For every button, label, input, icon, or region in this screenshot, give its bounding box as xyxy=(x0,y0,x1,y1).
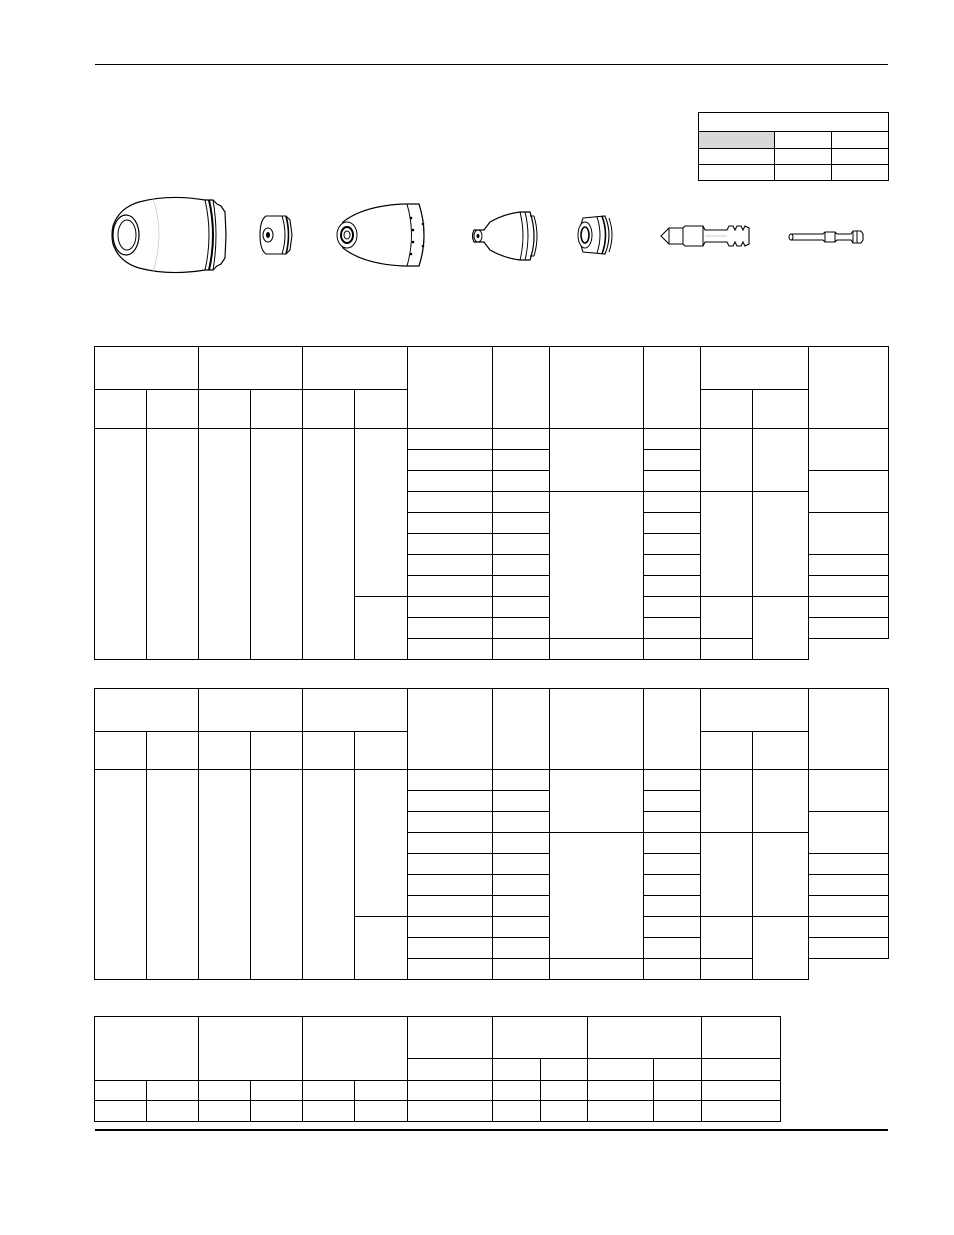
table-cell xyxy=(540,1059,587,1081)
table-cell xyxy=(408,347,493,429)
table-cell xyxy=(832,149,889,165)
table-cell xyxy=(775,132,832,149)
table-cell xyxy=(147,1101,199,1122)
table-cell xyxy=(644,938,701,959)
table-cell xyxy=(701,1017,780,1059)
table-cell xyxy=(408,1101,493,1122)
table-cell xyxy=(303,689,408,732)
table-cell xyxy=(701,597,753,639)
table-cell xyxy=(493,597,550,618)
table-cell xyxy=(408,450,493,471)
legend-shaded-cell xyxy=(699,132,775,149)
table-cell xyxy=(355,732,408,770)
retaining-cap-icon xyxy=(333,200,433,270)
table-cell xyxy=(540,1101,587,1122)
table-cell xyxy=(303,770,355,980)
table-cell xyxy=(701,347,809,390)
table-cell xyxy=(809,347,889,429)
table-cell xyxy=(408,896,493,917)
table-cell xyxy=(408,492,493,513)
table-cell xyxy=(493,1081,540,1101)
header-rule xyxy=(95,64,888,65)
table-cell xyxy=(199,1017,303,1081)
electrode-icon xyxy=(657,218,757,254)
table-cell xyxy=(809,555,889,576)
table-cell xyxy=(303,1101,355,1122)
table-cell xyxy=(147,732,199,770)
table-cell xyxy=(251,1081,303,1101)
table-cell xyxy=(809,896,889,917)
table-cell xyxy=(701,732,753,770)
table-cell xyxy=(408,576,493,597)
table-cell xyxy=(644,555,701,576)
table-cell xyxy=(95,732,147,770)
table-cell xyxy=(550,429,644,492)
footer-rule xyxy=(95,1129,888,1131)
table-cell xyxy=(644,812,701,833)
table-cell xyxy=(199,390,251,429)
table-cell xyxy=(550,347,644,429)
table-cell xyxy=(493,450,550,471)
table-cell xyxy=(832,165,889,181)
table-cell xyxy=(147,390,199,429)
table-cell xyxy=(95,689,199,732)
table-cell xyxy=(251,1101,303,1122)
table-cell xyxy=(644,854,701,875)
swirl-ring-icon xyxy=(575,212,619,258)
table-cell xyxy=(644,597,701,618)
table-cell xyxy=(587,1059,653,1081)
table-cell xyxy=(699,165,775,181)
table-cell xyxy=(701,492,753,597)
table-cell xyxy=(408,597,493,618)
table-cell xyxy=(644,896,701,917)
table-cell xyxy=(408,555,493,576)
table-cell xyxy=(408,770,493,791)
table-cell xyxy=(147,770,199,980)
table-cell xyxy=(644,450,701,471)
table-cell xyxy=(95,770,147,980)
table-cell xyxy=(251,732,303,770)
table-cell xyxy=(809,938,889,959)
table-cell xyxy=(753,917,809,980)
legend-title-cell xyxy=(699,113,889,132)
table-cell xyxy=(644,833,701,854)
table-cell xyxy=(303,1017,408,1081)
legend-table xyxy=(698,112,889,181)
table-cell xyxy=(408,854,493,875)
table-cell xyxy=(644,471,701,492)
table-cell xyxy=(408,689,493,770)
table-cell xyxy=(753,429,809,492)
table-cell xyxy=(408,1059,493,1081)
table-cell xyxy=(644,576,701,597)
table-cell xyxy=(644,347,701,429)
table-cell xyxy=(809,618,889,639)
table-cell xyxy=(587,1081,653,1101)
table-cell xyxy=(644,534,701,555)
table-cell xyxy=(701,770,753,833)
table-cell xyxy=(644,429,701,450)
table-row xyxy=(699,113,889,132)
table-cell xyxy=(775,149,832,165)
table-cell xyxy=(303,390,355,429)
table-cell xyxy=(809,597,889,618)
table-row xyxy=(95,1101,781,1122)
table-cell xyxy=(550,770,644,833)
table-cell xyxy=(493,791,550,812)
table-cell xyxy=(408,618,493,639)
table-cell xyxy=(493,812,550,833)
table-cell xyxy=(493,555,550,576)
table-cell xyxy=(95,429,147,660)
table-row xyxy=(95,429,889,450)
table-cell xyxy=(701,833,753,917)
table-cell xyxy=(644,618,701,639)
table-cell xyxy=(701,917,753,959)
table-cell xyxy=(701,429,753,492)
table-cell xyxy=(493,689,550,770)
shield-icon xyxy=(109,192,229,278)
table-cell xyxy=(493,938,550,959)
table-cell xyxy=(95,347,199,390)
table-cell xyxy=(644,639,701,660)
table-cell xyxy=(199,1081,251,1101)
table-cell xyxy=(587,1101,653,1122)
table-cell xyxy=(251,770,303,980)
table-cell xyxy=(199,689,303,732)
table-cell xyxy=(809,917,889,938)
process-table-1 xyxy=(94,346,889,660)
process-table-2 xyxy=(94,688,889,980)
table-cell xyxy=(809,812,889,854)
table-cell xyxy=(644,513,701,534)
table-cell xyxy=(701,959,753,980)
table-cell xyxy=(408,1081,493,1101)
table-row xyxy=(699,132,889,149)
process-table-3 xyxy=(94,1016,781,1122)
table-row xyxy=(95,347,889,390)
table-cell xyxy=(809,854,889,875)
table-cell xyxy=(701,390,753,429)
table-cell xyxy=(493,875,550,896)
table-cell xyxy=(408,513,493,534)
table-cell xyxy=(493,429,550,450)
table-cell xyxy=(493,513,550,534)
table-cell xyxy=(644,492,701,513)
table-cell xyxy=(493,1101,540,1122)
table-cell xyxy=(355,390,408,429)
table-cell xyxy=(540,1081,587,1101)
table-cell xyxy=(701,1081,780,1101)
table-row xyxy=(699,165,889,181)
table-cell xyxy=(493,471,550,492)
table-cell xyxy=(701,1101,780,1122)
table-cell xyxy=(809,471,889,513)
table-cell xyxy=(199,770,251,980)
table-cell xyxy=(809,689,889,770)
table-cell xyxy=(644,770,701,791)
table-cell xyxy=(493,1017,587,1059)
table-cell xyxy=(493,917,550,938)
table-cell xyxy=(644,959,701,980)
table-cell xyxy=(355,1101,408,1122)
table-cell xyxy=(644,875,701,896)
table-cell xyxy=(199,429,251,660)
table-cell xyxy=(303,732,355,770)
table-cell xyxy=(493,896,550,917)
table-cell xyxy=(408,639,493,660)
table-cell xyxy=(550,492,644,639)
table-cell xyxy=(644,791,701,812)
table-cell xyxy=(550,689,644,770)
table-cell xyxy=(753,492,809,597)
table-cell xyxy=(303,347,408,390)
table-cell xyxy=(408,938,493,959)
table-cell xyxy=(199,347,303,390)
table-cell xyxy=(550,833,644,959)
table-row xyxy=(95,1017,781,1059)
table-cell xyxy=(550,959,644,980)
table-cell xyxy=(753,732,809,770)
table-cell xyxy=(355,597,408,660)
table-cell xyxy=(199,1101,251,1122)
table-cell xyxy=(775,165,832,181)
table-cell xyxy=(753,770,809,833)
table-cell xyxy=(251,390,303,429)
table-cell xyxy=(408,875,493,896)
table-row xyxy=(95,689,889,732)
table-cell xyxy=(355,770,408,917)
table-cell xyxy=(493,1059,540,1081)
table-cell xyxy=(832,132,889,149)
consumables-figure xyxy=(95,190,888,290)
table-cell xyxy=(408,429,493,450)
table-cell xyxy=(95,1017,199,1081)
table-cell xyxy=(809,875,889,896)
table-cell xyxy=(493,347,550,429)
water-tube-icon xyxy=(787,226,867,248)
table-row xyxy=(95,770,889,791)
table-cell xyxy=(753,597,809,660)
table-cell xyxy=(493,576,550,597)
table-cell xyxy=(147,429,199,660)
table-cell xyxy=(493,534,550,555)
table-cell xyxy=(303,1081,355,1101)
table-cell xyxy=(753,833,809,917)
table-cell xyxy=(493,959,550,980)
table-cell xyxy=(753,390,809,429)
table-cell xyxy=(355,917,408,980)
table-cell xyxy=(653,1059,701,1081)
table-cell xyxy=(95,1081,147,1101)
table-cell xyxy=(550,639,644,660)
table-cell xyxy=(408,791,493,812)
shield-retaining-ring-icon xyxy=(258,212,298,258)
table-cell xyxy=(408,833,493,854)
table-cell xyxy=(408,534,493,555)
table-cell xyxy=(147,1081,199,1101)
table-cell xyxy=(809,576,889,597)
table-row xyxy=(95,1081,781,1101)
table-cell xyxy=(355,1081,408,1101)
table-cell xyxy=(809,429,889,471)
table-cell xyxy=(587,1017,701,1059)
table-cell xyxy=(493,618,550,639)
table-cell xyxy=(701,1059,780,1081)
table-cell xyxy=(355,429,408,597)
table-cell xyxy=(809,770,889,812)
table-cell xyxy=(701,639,753,660)
table-cell xyxy=(408,959,493,980)
table-cell xyxy=(408,471,493,492)
table-cell xyxy=(493,854,550,875)
table-cell xyxy=(644,689,701,770)
table-cell xyxy=(408,812,493,833)
table-cell xyxy=(701,689,809,732)
table-cell xyxy=(699,149,775,165)
table-row xyxy=(699,149,889,165)
table-cell xyxy=(809,513,889,555)
table-cell xyxy=(644,917,701,938)
table-cell xyxy=(653,1081,701,1101)
table-cell xyxy=(493,639,550,660)
table-cell xyxy=(653,1101,701,1122)
table-cell xyxy=(408,1017,493,1059)
nozzle-icon xyxy=(470,208,550,264)
table-cell xyxy=(95,390,147,429)
table-cell xyxy=(95,1101,147,1122)
table-cell xyxy=(493,833,550,854)
table-cell xyxy=(199,732,251,770)
table-cell xyxy=(251,429,303,660)
table-cell xyxy=(408,917,493,938)
table-cell xyxy=(493,492,550,513)
table-cell xyxy=(493,770,550,791)
table-cell xyxy=(303,429,355,660)
